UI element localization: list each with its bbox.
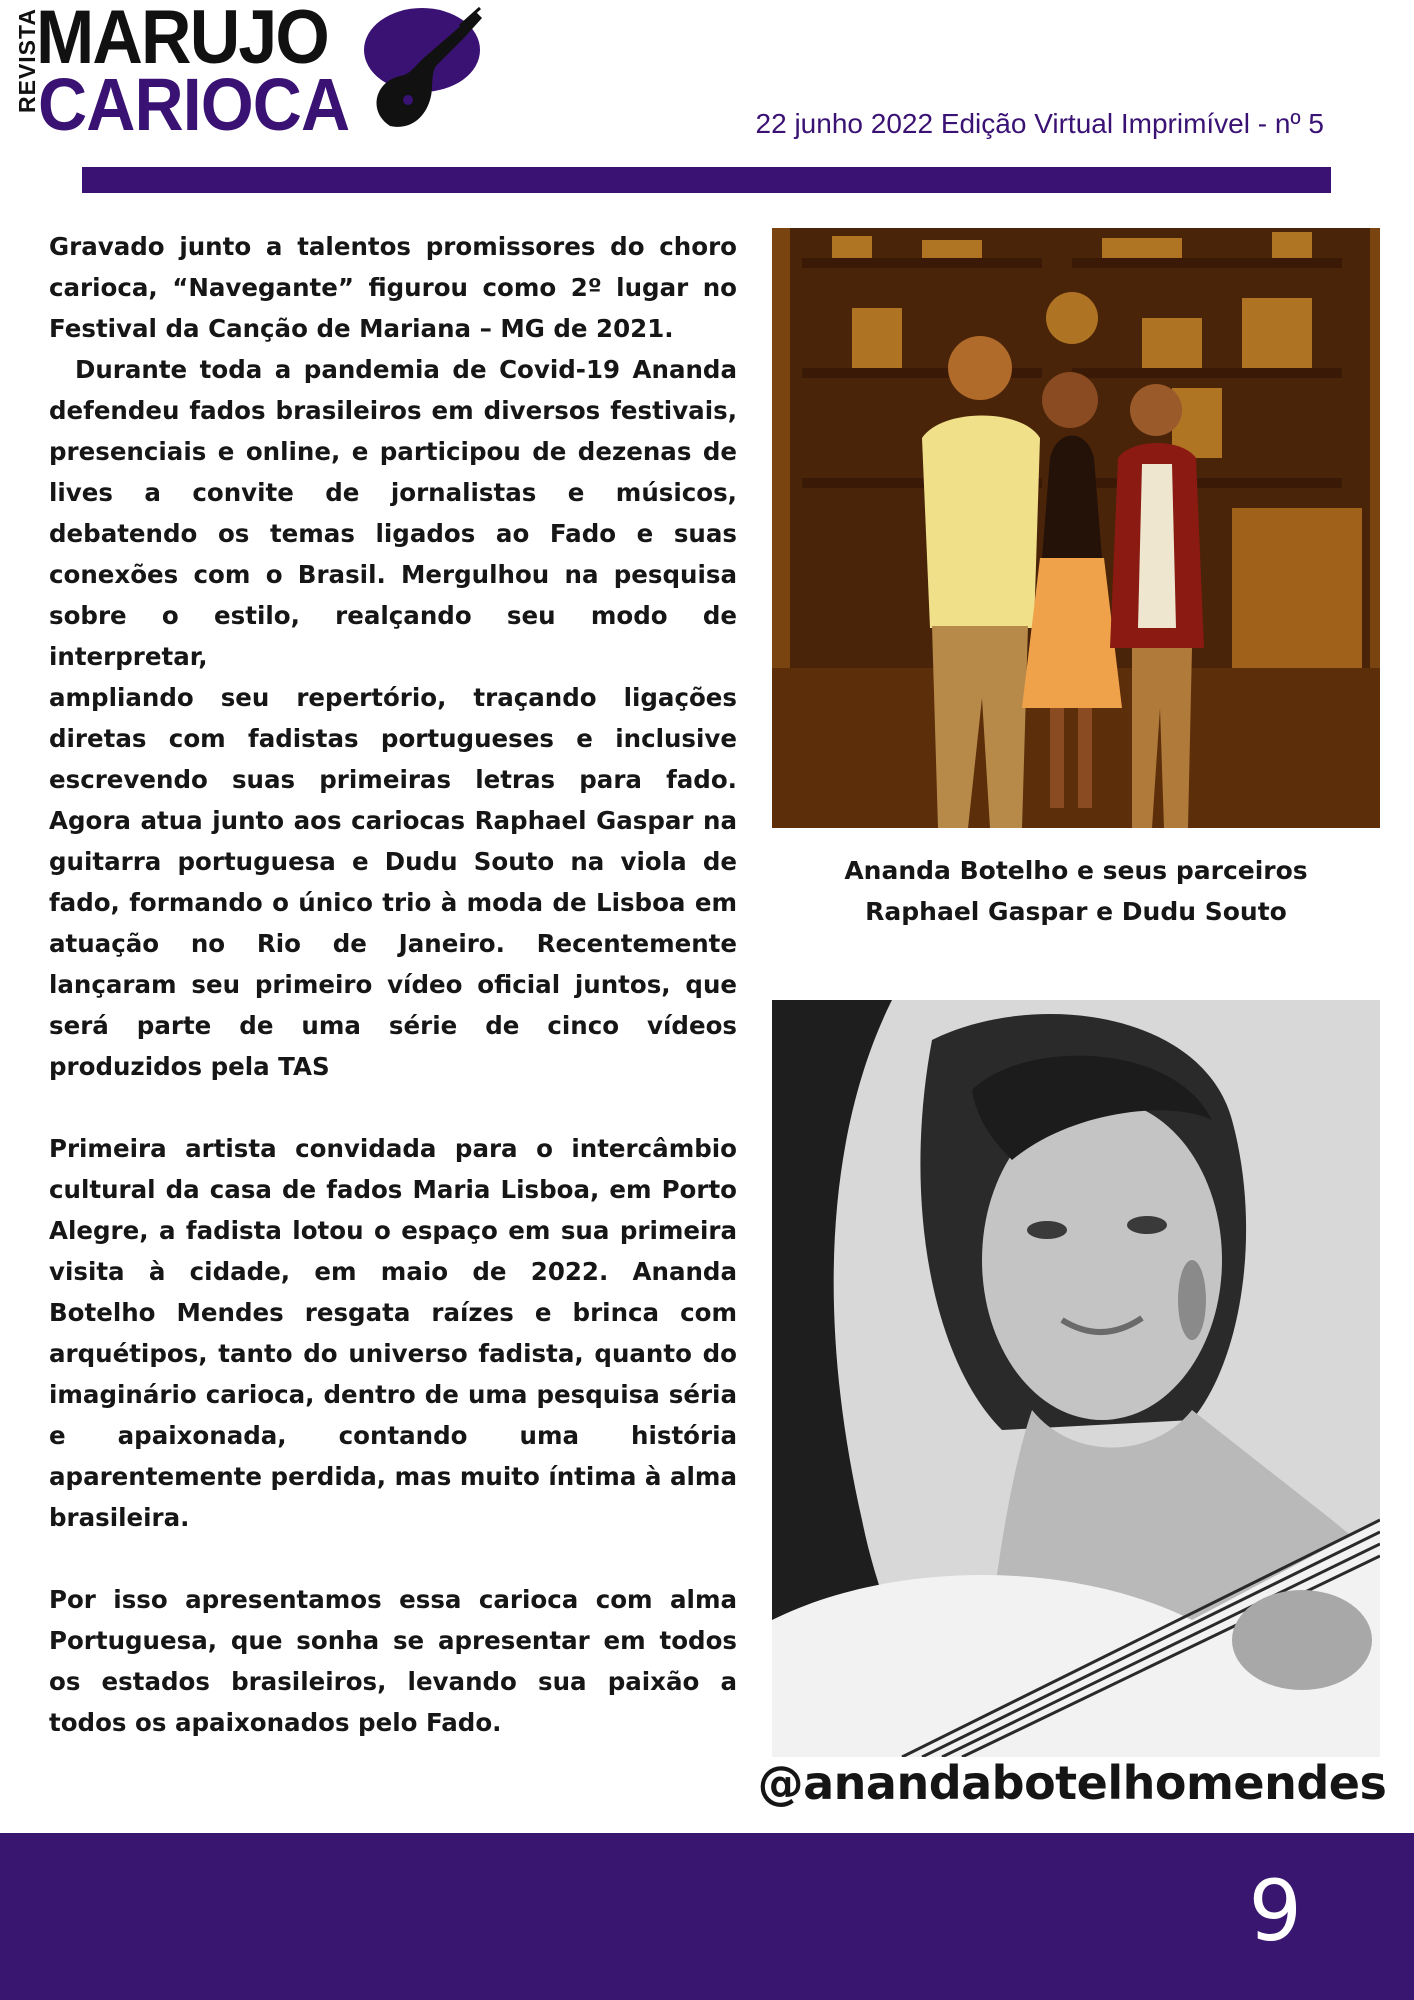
masthead-revista: REVISTA: [14, 8, 40, 113]
group-photo-caption: [772, 850, 1380, 932]
trio-group-photo: [772, 228, 1380, 828]
masthead-title-marujo: MARUJO: [36, 0, 328, 80]
article-paragraph: Gravado junto a talentos promissores do choro carioca, “Navegante” figurou como 2º lugar no Festival da Canção de Mariana – MG de 2021.: [49, 232, 737, 343]
caption-line: Ananda Botelho e seus parceiros: [844, 856, 1308, 885]
masthead-logo: [8, 0, 488, 146]
article-paragraph: ampliando seu repertório, traçando ligações diretas com fadistas portugueses e inclusive escrevendo suas primeiras letras para fado. Agora atua junto aos cariocas Raphael Gaspar na guitarra portuguesa e Dudu Souto na viola de fado, formando o único trio à moda de Lisboa em atuação no Rio de Janeiro. Recentemente lançaram seu primeiro vídeo oficial juntos, que será parte de uma série de cinco vídeos produzidos pela TAS: [49, 683, 737, 1081]
article-paragraph: Primeira artista convidada para o intercâmbio cultural da casa de fados Maria Lisboa, em Porto Alegre, a fadista lotou o espaço em sua primeira visita à cidade, em maio de 2022. Ananda Botelho Mendes resgata raízes e brinca com arquétipos, tanto do universo fadista, quanto do imaginário carioca, dentro de uma pesquisa séria e apaixonada, contando uma história aparentemente perdida, mas muito íntima à alma brasileira.: [49, 1134, 737, 1532]
masthead-title-carioca: CARIOCA: [38, 63, 350, 146]
guitar-player-logo-icon: [360, 4, 490, 132]
edition-info: 22 junho 2022 Edição Virtual Imprimível - nº 5: [755, 108, 1324, 139]
caption-line: Raphael Gaspar e Dudu Souto: [865, 897, 1287, 926]
header-divider-bar: [82, 167, 1331, 193]
trio-photo-illustration: [772, 228, 1380, 828]
article-paragraph: Por isso apresentamos essa carioca com alma Portuguesa, que sonha se apresentar em todos os estados brasileiros, levando sua paixão a todos os apaixonados pelo Fado.: [49, 1585, 737, 1737]
portrait-photo: [772, 1000, 1380, 1757]
article-paragraph: Durante toda a pandemia de Covid-19 Ananda defendeu fados brasileiros em diversos festivais, presenciais e online, e participou de dezenas de lives a convite de jornalistas e músicos, debatendo os temas ligados ao Fado e suas conexões com o Brasil. Mergulhou na pesquisa sobre o estilo, realçando seu modo de interpretar,: [49, 355, 737, 671]
instagram-handle: @anandabotelhomendes: [757, 1756, 1387, 1810]
page-number: 9: [1248, 1862, 1302, 1960]
paragraph-spacer: [49, 1087, 737, 1128]
portrait-photo-illustration: [772, 1000, 1380, 1757]
article-body: [49, 226, 737, 1743]
paragraph-spacer: [49, 1538, 737, 1579]
footer-bar: [0, 1833, 1414, 2000]
